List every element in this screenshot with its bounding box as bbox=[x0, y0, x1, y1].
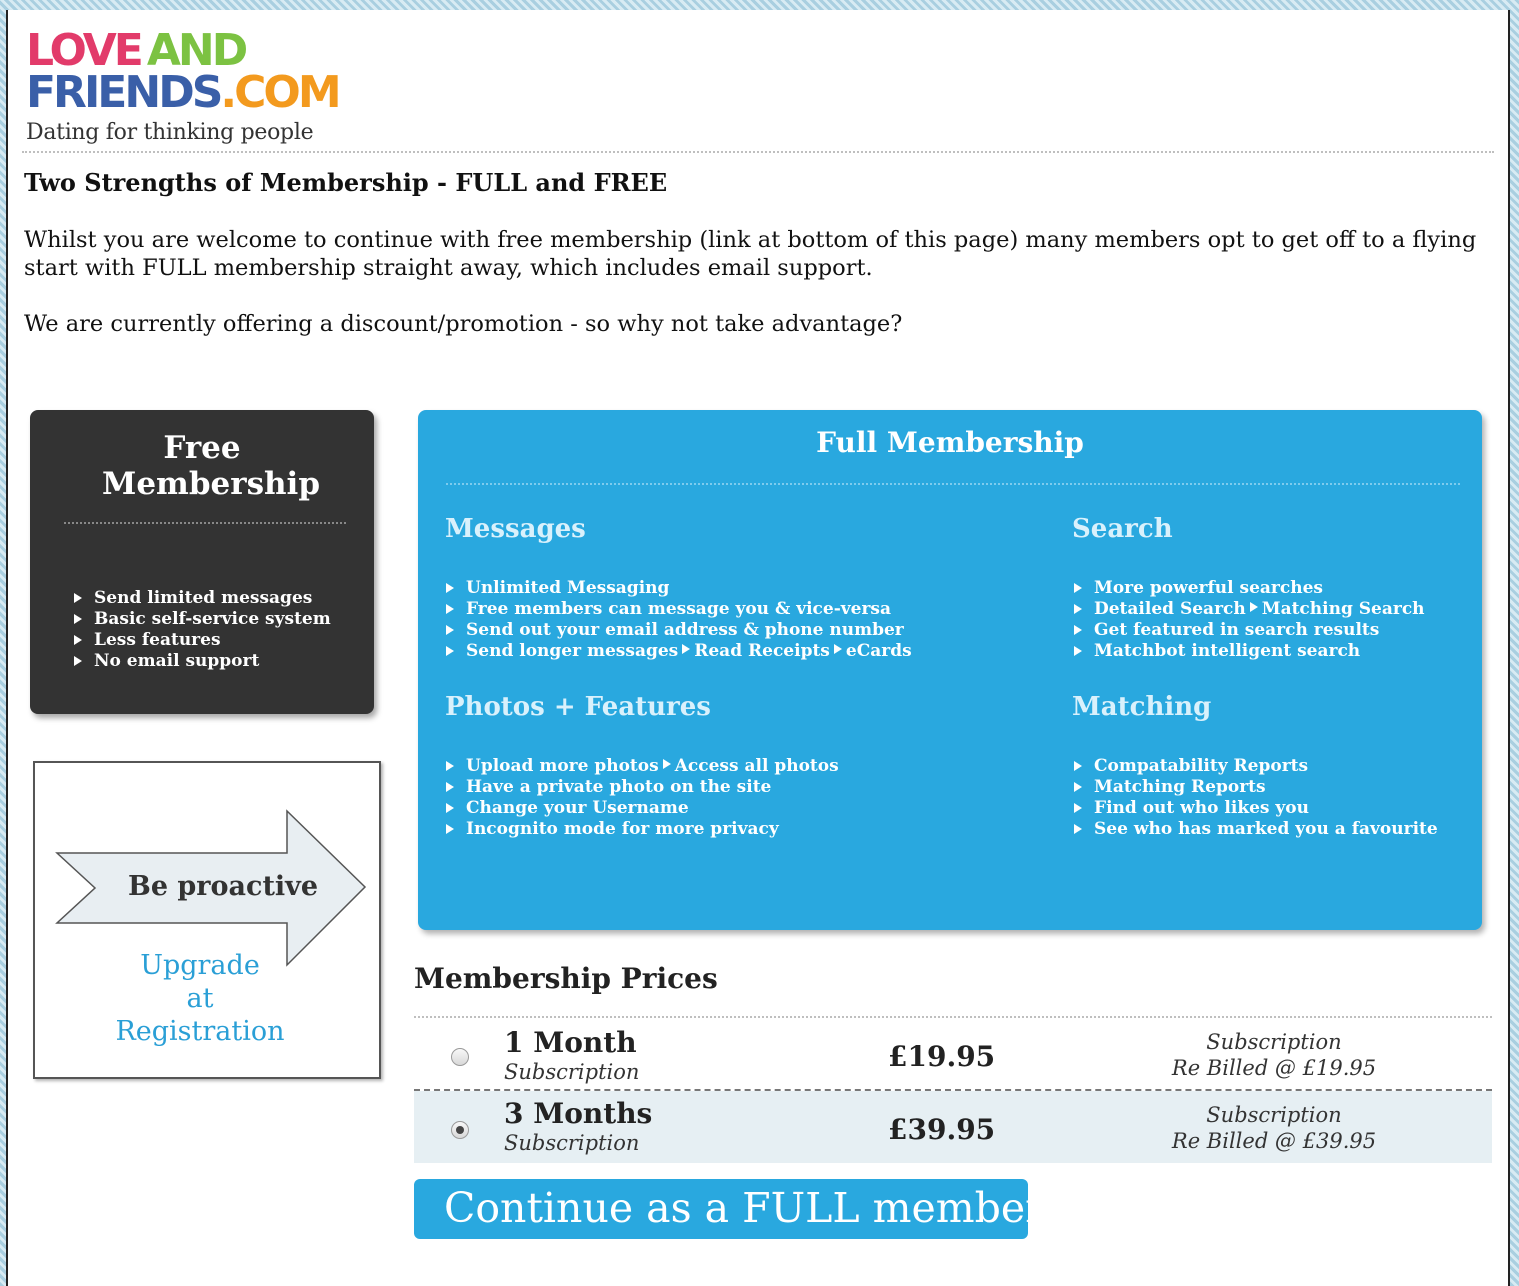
link-line: Registration bbox=[115, 1016, 285, 1047]
plan-billing-label: Subscription bbox=[1206, 1103, 1342, 1127]
free-membership-panel bbox=[30, 410, 374, 714]
list-item: Incognito mode for more privacy bbox=[442, 819, 839, 840]
plan-price: £19.95 bbox=[888, 1040, 996, 1073]
logo-word: .COM bbox=[220, 67, 339, 118]
full-membership-panel bbox=[418, 410, 1482, 930]
list-item: Send out your email address & phone number bbox=[442, 620, 912, 641]
messages-title: Messages bbox=[445, 514, 586, 544]
list-item: Send limited messages bbox=[70, 588, 331, 609]
list-item: Matchbot intelligent search bbox=[1070, 641, 1425, 662]
triangle-icon bbox=[834, 644, 842, 654]
list-item: Compatability Reports bbox=[1070, 756, 1438, 777]
plan-billing-label: Subscription bbox=[1206, 1030, 1342, 1054]
logo-line-1 bbox=[26, 25, 346, 76]
membership-prices-title: Membership Prices bbox=[414, 962, 718, 995]
plan-radio-3-months[interactable] bbox=[451, 1121, 469, 1139]
list-item bbox=[442, 756, 839, 777]
continue-button-label: Continue as a FULL member bbox=[444, 1184, 1045, 1232]
plan-subscription-label: Subscription bbox=[504, 1060, 640, 1084]
list-item bbox=[442, 641, 912, 662]
list-item: See who has marked you a favourite bbox=[1070, 819, 1438, 840]
list-item bbox=[1070, 599, 1425, 620]
logo-word: LOVE bbox=[26, 25, 141, 76]
triangle-right-icon bbox=[1055, 1202, 1067, 1222]
list-item: Free members can message you & vice-versa bbox=[442, 599, 912, 620]
plan-rebilled: Re Billed @ £19.95 bbox=[1171, 1056, 1377, 1080]
plan-rebilled: Re Billed @ £39.95 bbox=[1171, 1129, 1377, 1153]
list-item: Matching Reports bbox=[1070, 777, 1438, 798]
photos-features-list bbox=[442, 756, 839, 840]
search-list bbox=[1070, 578, 1425, 662]
inline-item: eCards bbox=[845, 641, 912, 661]
proactive-text: Be proactive bbox=[128, 871, 319, 902]
free-membership-title bbox=[30, 430, 374, 502]
list-item: Have a private photo on the site bbox=[442, 777, 839, 798]
list-item: More powerful searches bbox=[1070, 578, 1425, 599]
messages-list bbox=[442, 578, 912, 662]
intro-paragraph: Whilst you are welcome to continue with free membership (link at bottom of this page) many members opt to get off to a flying start with FULL membership straight away, which includes email support. bbox=[24, 227, 1477, 281]
link-line: at bbox=[186, 983, 214, 1014]
page bbox=[6, 10, 1510, 1286]
proactive-banner[interactable] bbox=[33, 761, 381, 1079]
price-row-1-month[interactable] bbox=[414, 1018, 1492, 1090]
full-membership-title: Full Membership bbox=[816, 426, 1084, 459]
logo[interactable] bbox=[26, 25, 346, 148]
search-title: Search bbox=[1072, 514, 1173, 544]
plan-name: 3 Months bbox=[504, 1097, 653, 1130]
free-divider bbox=[64, 522, 346, 524]
full-divider bbox=[446, 483, 1460, 485]
upgrade-at-registration-link[interactable] bbox=[105, 949, 295, 1048]
triangle-icon bbox=[1250, 602, 1258, 612]
plan-price: £39.95 bbox=[888, 1113, 996, 1146]
triangle-icon bbox=[682, 644, 690, 654]
inline-item: Detailed Search bbox=[1094, 599, 1246, 619]
free-feature-list bbox=[70, 588, 331, 672]
list-item: No email support bbox=[70, 651, 331, 672]
price-row-3-months[interactable] bbox=[414, 1091, 1492, 1163]
list-item: Change your Username bbox=[442, 798, 839, 819]
logo-word: FRIENDS bbox=[26, 67, 221, 118]
inline-item: Read Receipts bbox=[694, 641, 830, 661]
logo-tagline: Dating for thinking people bbox=[26, 120, 314, 145]
inline-item: Upload more photos bbox=[466, 756, 659, 776]
photos-features-title: Photos + Features bbox=[445, 692, 711, 722]
inline-item: Send longer messages bbox=[466, 641, 679, 661]
free-title-text: Free Membership bbox=[102, 430, 321, 502]
list-item: Basic self-service system bbox=[70, 609, 331, 630]
triangle-icon bbox=[663, 759, 671, 769]
promo-paragraph: We are currently offering a discount/promotion - so why not take advantage? bbox=[24, 311, 903, 337]
plan-subscription-label: Subscription bbox=[504, 1131, 640, 1155]
header-divider bbox=[22, 151, 1494, 153]
list-item: Less features bbox=[70, 630, 331, 651]
matching-list bbox=[1070, 756, 1438, 840]
list-item: Find out who likes you bbox=[1070, 798, 1438, 819]
logo-word: AND bbox=[146, 25, 246, 76]
list-item: Unlimited Messaging bbox=[442, 578, 912, 599]
plan-name: 1 Month bbox=[504, 1026, 637, 1059]
plan-radio-1-month[interactable] bbox=[451, 1048, 469, 1066]
continue-full-member-button[interactable] bbox=[414, 1179, 1045, 1239]
inline-item: Access all photos bbox=[674, 756, 839, 776]
link-line: Upgrade bbox=[140, 950, 260, 981]
matching-title: Matching bbox=[1072, 692, 1212, 722]
inline-item: Matching Search bbox=[1261, 599, 1425, 619]
logo-line-2 bbox=[26, 67, 346, 118]
list-item: Get featured in search results bbox=[1070, 620, 1425, 641]
page-title: Two Strengths of Membership - FULL and FREE bbox=[24, 168, 668, 197]
